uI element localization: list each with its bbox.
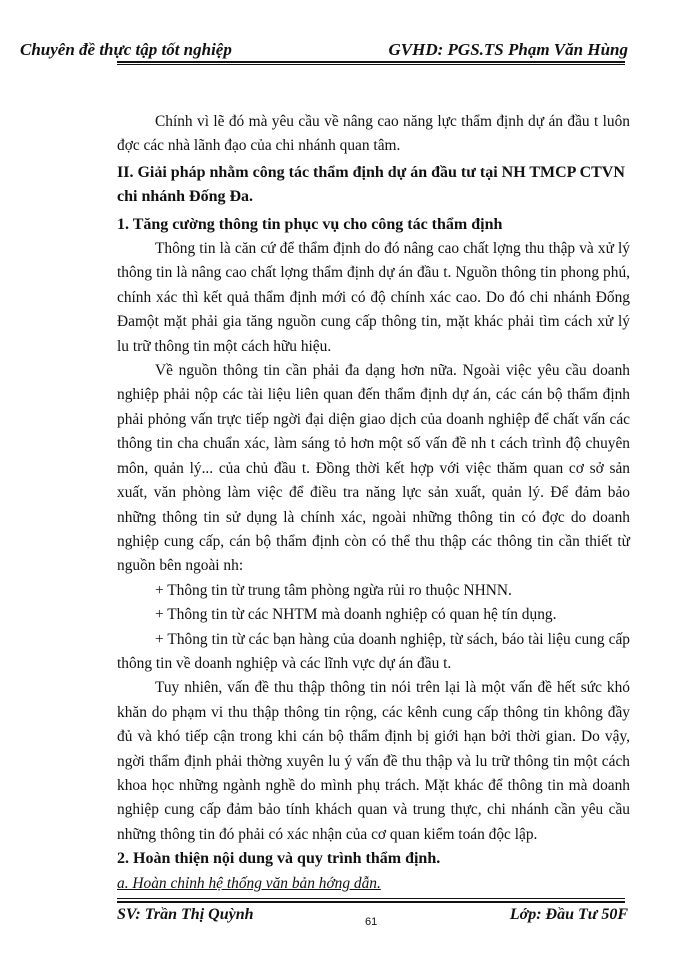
- paragraph-difficulties: Tuy nhiên, vấn đề thu thập thông tin nói trên lại là một vấn đề hết sức khó khăn do phạm vi thu thập thông tin rộng, các kênh cung cấp thông tin không đầy đủ và khó tiếp cận trong khi cán bộ thẩm định bị giới hạn bởi thời gian. Do vậy, ngời thẩm định phải thờng xuyên lu ý vấn đề thu thập và lu trữ thông tin một cách khoa học những ngành nghề do mình phụ trách. Mặt khác để thông tin mà doanh nghiệp cung cấp đảm bảo tính khách quan và trung thực, chi nhánh cần yêu cầu những thông tin đó phải có xác nhận của cơ quan kiểm toán độc lập.: [117, 679, 630, 843]
- subsection-heading-1: 1. Tăng cường thông tin phục vụ cho công tác thẩm định: [117, 215, 503, 233]
- paragraph-information: Thông tin là căn cứ để thẩm định do đó nâng cao chất lợng thu thập và xử lý thông tin là nâng cao chất lợng thẩm định dự án đầu t. Nguồn thông tin phong phú, chính xác thì kết quả thẩm định mới có độ chính xác cao. Do đó chi nhánh Đống Đamột mặt phải gia tăng nguồn cung cấp thông tin, mặt khác phải tìm cách xử lý lu trữ thông tin một cách hữu hiệu.: [117, 240, 630, 355]
- paragraph-intro: Chính vì lẽ đó mà yêu cầu về nâng cao năng lực thẩm định dự án đầu t luôn đợc các nhà lãnh đạo của chi nhánh quan tâm.: [117, 113, 630, 155]
- subsection-heading-2a: a. Hoàn chỉnh hệ thống văn bản hớng dẫn.: [117, 874, 381, 892]
- subsection-heading-2: 2. Hoàn thiện nội dung và quy trình thẩm định.: [117, 850, 441, 868]
- footer-rule-thin: [117, 898, 625, 899]
- footer-rule: [117, 901, 625, 903]
- header-rule: [117, 61, 625, 63]
- footer-student: SV: Trần Thị Quỳnh: [117, 906, 254, 923]
- header-rule-thin: [117, 64, 625, 65]
- bullet-item-2: + Thông tin từ các NHTM mà doanh nghiệp có quan hệ tín dụng.: [155, 606, 557, 624]
- header-advisor: GVHD: PGS.TS Phạm Văn Hùng: [388, 40, 628, 59]
- page-number: 61: [365, 916, 378, 928]
- bullet-item-3: + Thông tin từ các bạn hàng của doanh nghiệp, từ sách, báo tài liệu cung cấp thông tin về doanh nghiệp và các lĩnh vực dự án đầu t.: [117, 630, 630, 672]
- header-title: Chuyên đề thực tập tốt nghiệp: [20, 40, 232, 59]
- footer-class: Lớp: Đầu Tư 50F: [509, 906, 628, 923]
- section-heading: II. Giải pháp nhằm công tác thẩm định dự án đầu tư tại NH TMCP CTVN chi nhánh Đống Đa.: [117, 163, 625, 206]
- bullet-item-1: + Thông tin từ trung tâm phòng ngừa rủi ro thuộc NHNN.: [155, 581, 512, 599]
- page-body: [117, 110, 630, 896]
- paragraph-sources: Về nguồn thông tin cần phải đa dạng hơn nữa. Ngoài việc yêu cầu doanh nghiệp phải nộp các tài liệu liên quan đến thẩm định dự án, các cán bộ thẩm định phải phỏng vấn trực tiếp ngời đại diện giao dịch của doanh nghiệp để chất vấn các thông tin cha chuẩn xác, làm sáng tỏ hơn một số vấn đề nh t cách trình độ chuyên môn, quản lý... của chủ đầu t. Đồng thời kết hợp với việc thăm quan cơ sở sản xuất, văn phòng làm việc để điều tra năng lực sản xuất, quản lý. Để đảm bảo những thông tin sử dụng là chính xác, ngoài những thông tin có đợc do doanh nghiệp cung cấp, cán bộ thẩm định còn có thể thu thập các thông tin cần thiết từ nguồn bên ngoài nh:: [117, 362, 630, 575]
